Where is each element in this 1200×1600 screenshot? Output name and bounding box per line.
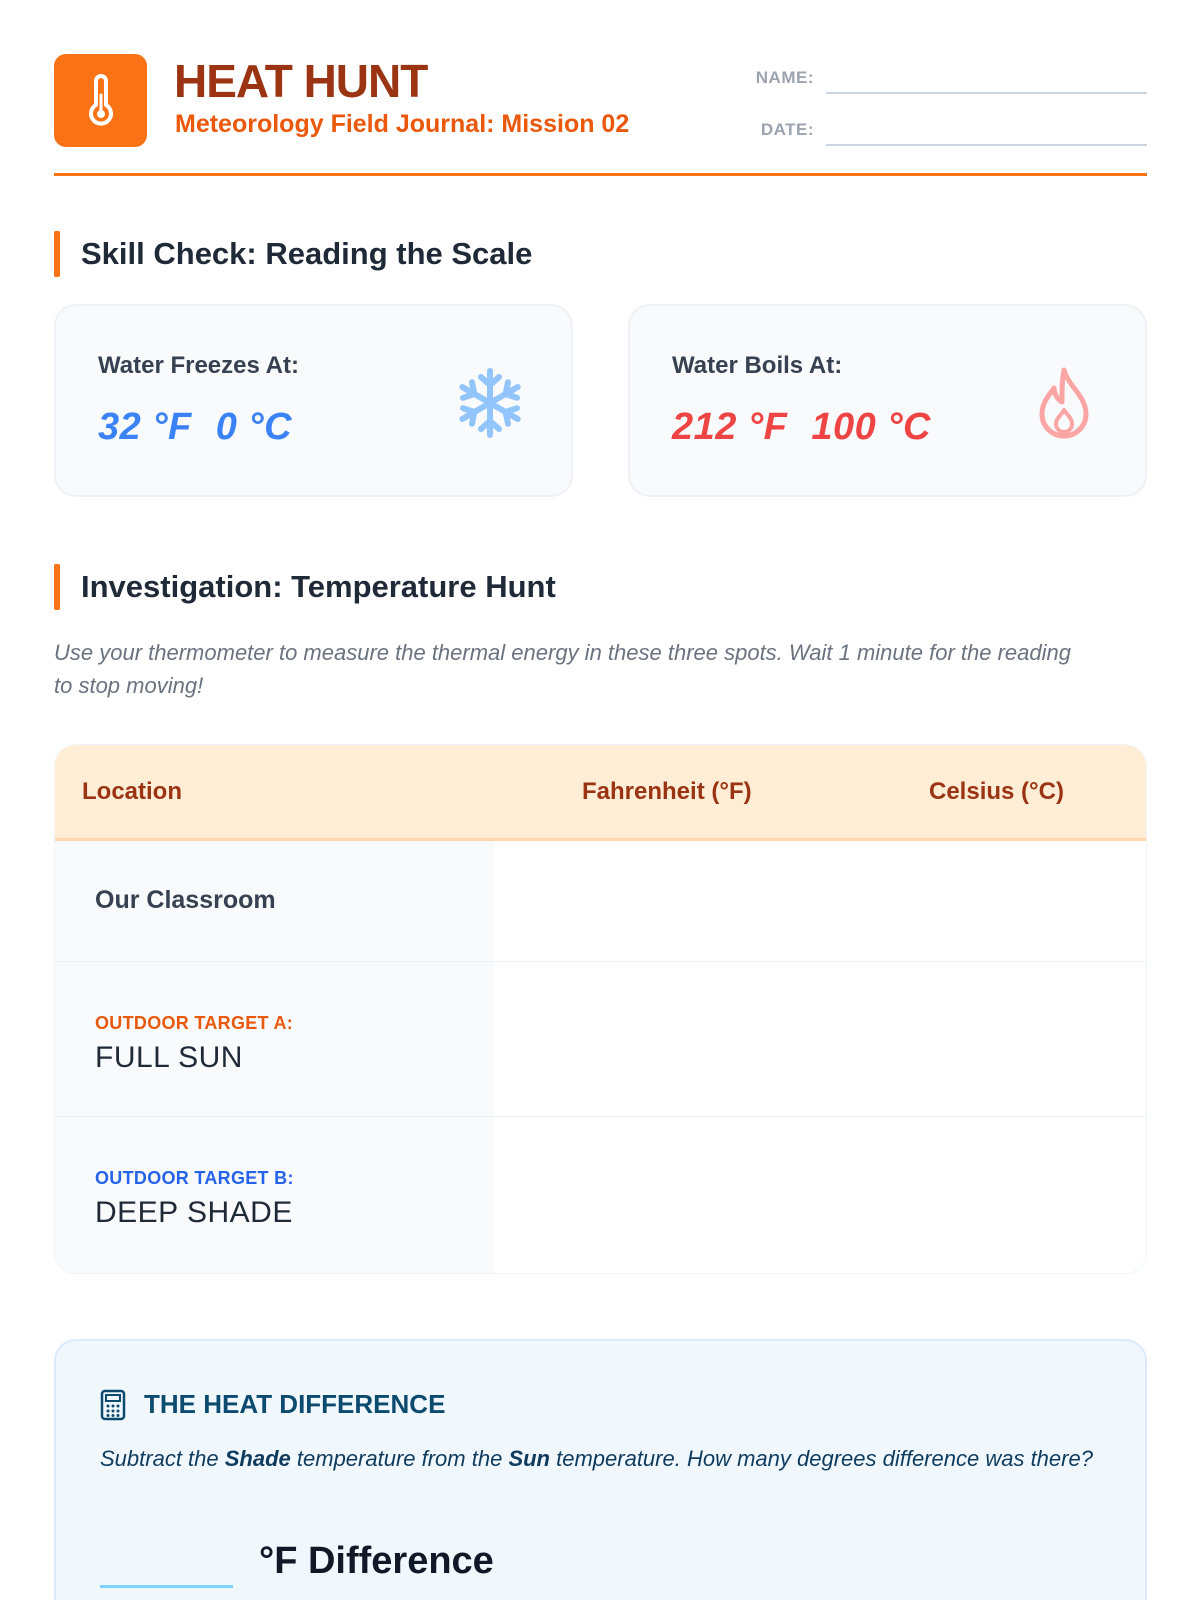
date-input-line[interactable]	[826, 144, 1147, 146]
heading-accent-bar	[54, 564, 60, 610]
investigation-heading	[54, 564, 1147, 610]
heat-difference-title: THE HEAT DIFFERENCE	[144, 1389, 446, 1419]
table-row	[55, 962, 1147, 1117]
prompt-text: temperature. How many degrees difference was there?	[550, 1446, 1093, 1471]
skill-check-title: Skill Check: Reading the Scale	[81, 236, 533, 271]
column-header-celsius: Celsius (°C)	[929, 778, 1064, 805]
boil-fahrenheit: 212 °F	[672, 406, 788, 448]
location-name: DEEP SHADE	[95, 1196, 293, 1229]
heading-accent-bar	[54, 231, 60, 277]
location-name: FULL SUN	[95, 1041, 243, 1074]
name-input-line[interactable]	[826, 92, 1147, 94]
freeze-fahrenheit: 32 °F	[98, 406, 192, 448]
heat-difference-prompt	[100, 1442, 1110, 1475]
boil-temps	[672, 406, 955, 449]
prompt-text: temperature from the	[290, 1446, 509, 1471]
location-cell	[55, 1117, 494, 1274]
table-row	[55, 1117, 1147, 1274]
name-field[interactable]	[749, 60, 1147, 100]
snowflake-icon	[451, 364, 529, 442]
heat-difference-box	[54, 1339, 1147, 1600]
table-row	[55, 841, 1147, 962]
calculator-icon	[100, 1389, 126, 1421]
reading-entry-cell[interactable]	[494, 841, 1147, 961]
difference-unit-label: °F Difference	[259, 1540, 494, 1582]
worksheet-page	[54, 0, 1147, 1600]
thermometer-icon	[81, 73, 121, 129]
flame-icon	[1025, 364, 1103, 442]
difference-answer-line[interactable]	[100, 1585, 233, 1588]
location-name: Our Classroom	[95, 886, 276, 914]
date-label: DATE:	[760, 120, 814, 139]
page-subtitle: Meteorology Field Journal: Mission 02	[175, 110, 630, 138]
investigation-title: Investigation: Temperature Hunt	[81, 569, 556, 604]
table-header	[55, 745, 1147, 841]
investigation-instructions: Use your thermometer to measure the thermal energy in these three spots. Wait 1 minute for the reading to stop moving!	[54, 640, 1071, 698]
boil-label: Water Boils At:	[672, 352, 843, 379]
location-tag: OUTDOOR TARGET A:	[95, 1013, 294, 1033]
boil-celsius: 100 °C	[811, 406, 931, 448]
page-title: HEAT HUNT	[174, 55, 428, 107]
reading-entry-cell[interactable]	[494, 1117, 1147, 1274]
freeze-label: Water Freezes At:	[98, 352, 299, 379]
freeze-celsius: 0 °C	[215, 406, 293, 448]
date-field[interactable]	[749, 112, 1147, 152]
boil-card	[628, 304, 1147, 497]
location-cell	[55, 841, 494, 961]
freeze-temps	[98, 406, 316, 449]
logo-badge	[54, 54, 147, 147]
prompt-shade: Shade	[224, 1446, 291, 1471]
skill-check-heading	[54, 231, 1147, 277]
freeze-card	[54, 304, 573, 497]
location-cell	[55, 962, 494, 1116]
header	[54, 54, 1147, 176]
prompt-text: Subtract the	[100, 1446, 225, 1471]
prompt-sun: Sun	[508, 1446, 550, 1471]
temperature-table	[54, 744, 1147, 1274]
name-label: NAME:	[755, 68, 814, 87]
reading-entry-cell[interactable]	[494, 962, 1147, 1116]
column-header-fahrenheit: Fahrenheit (°F)	[582, 778, 752, 805]
location-tag: OUTDOOR TARGET B:	[95, 1168, 294, 1188]
column-header-location: Location	[82, 778, 182, 805]
